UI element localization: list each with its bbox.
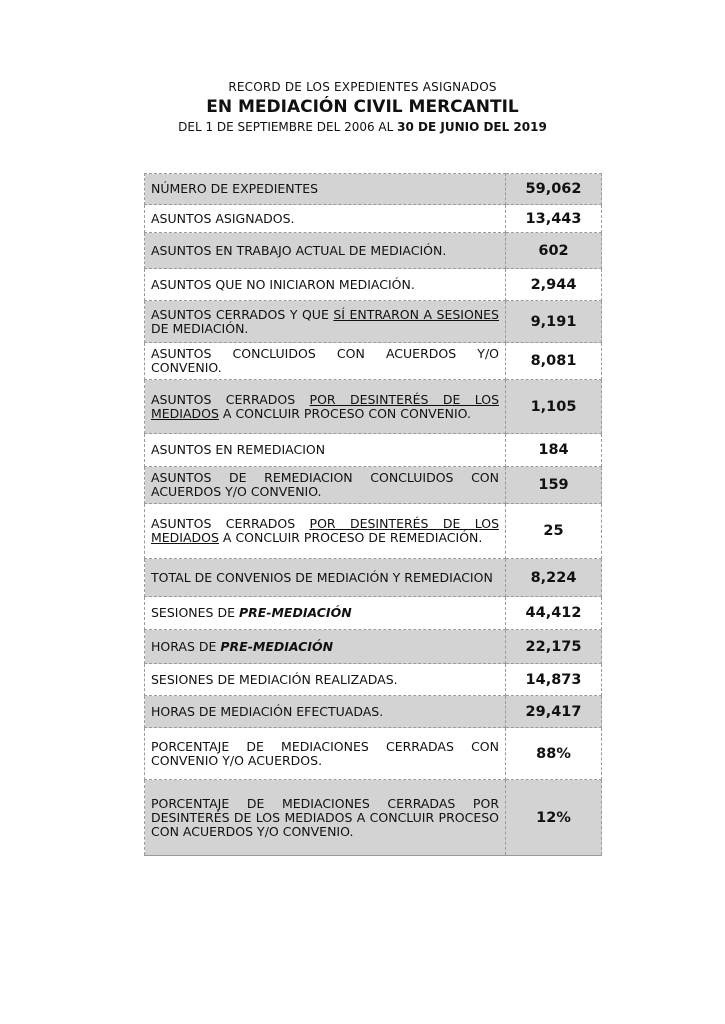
table-row [145, 233, 602, 269]
row-label: TOTAL DE CONVENIOS DE MEDIACIÓN Y REMEDIACION [145, 559, 506, 597]
row-value: 13,443 [506, 205, 602, 233]
table-row [145, 174, 602, 205]
table-row [145, 696, 602, 728]
row-label: HORAS DE MEDIACIÓN EFECTUADAS. [145, 696, 506, 728]
row-value: 8,224 [506, 559, 602, 597]
date-range [0, 120, 725, 134]
document-title: EN MEDIACIÓN CIVIL MERCANTIL [206, 97, 519, 117]
row-label: SESIONES DE MEDIACIÓN REALIZADAS. [145, 664, 506, 696]
table-row [145, 205, 602, 233]
row-label: ASUNTOS CONCLUIDOS CON ACUERDOS Y/O CONVENIO. [145, 343, 506, 380]
row-value: 9,191 [506, 301, 602, 343]
table-row [145, 434, 602, 467]
row-label: NÚMERO DE EXPEDIENTES [145, 174, 506, 205]
table-row [145, 630, 602, 664]
table-row [145, 504, 602, 559]
row-label: PORCENTAJE DE MEDIACIONES CERRADAS POR DESINTERÉS DE LOS MEDIADOS A CONCLUIR PROCESO CON ACUERDOS Y/O CONVENIO. [145, 780, 506, 856]
table-row [145, 664, 602, 696]
table-row [145, 559, 602, 597]
table-row [145, 780, 602, 856]
row-label: HORAS DE PRE-MEDIACIÓN [145, 630, 506, 664]
row-value: 8,081 [506, 343, 602, 380]
table-row [145, 467, 602, 504]
table-row [145, 301, 602, 343]
date-range-start: DEL 1 DE SEPTIEMBRE DEL 2006 AL [178, 120, 398, 134]
row-label: ASUNTOS EN TRABAJO ACTUAL DE MEDIACIÓN. [145, 233, 506, 269]
row-value: 1,105 [506, 380, 602, 434]
row-value: 602 [506, 233, 602, 269]
row-value: 22,175 [506, 630, 602, 664]
row-label: ASUNTOS CERRADOS POR DESINTERÉS DE LOS MEDIADOS A CONCLUIR PROCESO CON CONVENIO. [145, 380, 506, 434]
row-value: 88% [506, 728, 602, 780]
row-label: ASUNTOS ASIGNADOS. [145, 205, 506, 233]
row-value: 184 [506, 434, 602, 467]
row-label: ASUNTOS EN REMEDIACION [145, 434, 506, 467]
row-label: ASUNTOS QUE NO INICIARON MEDIACIÓN. [145, 269, 506, 301]
header-line-1: RECORD DE LOS EXPEDIENTES ASIGNADOS [228, 80, 497, 94]
row-value: 12% [506, 780, 602, 856]
table-row [145, 343, 602, 380]
row-label: PORCENTAJE DE MEDIACIONES CERRADAS CON CONVENIO Y/O ACUERDOS. [145, 728, 506, 780]
table-row [145, 728, 602, 780]
row-value: 44,412 [506, 597, 602, 630]
row-value: 2,944 [506, 269, 602, 301]
row-label: ASUNTOS CERRADOS POR DESINTERÉS DE LOS MEDIADOS A CONCLUIR PROCESO DE REMEDIACIÓN. [145, 504, 506, 559]
table-row [145, 597, 602, 630]
document-header [0, 80, 725, 134]
date-range-end: 30 DE JUNIO DEL 2019 [397, 120, 547, 134]
row-value: 14,873 [506, 664, 602, 696]
row-value: 25 [506, 504, 602, 559]
records-table [144, 173, 602, 856]
row-label: SESIONES DE PRE-MEDIACIÓN [145, 597, 506, 630]
row-value: 29,417 [506, 696, 602, 728]
row-label: ASUNTOS DE REMEDIACION CONCLUIDOS CON ACUERDOS Y/O CONVENIO. [145, 467, 506, 504]
row-value: 159 [506, 467, 602, 504]
row-value: 59,062 [506, 174, 602, 205]
table-row [145, 269, 602, 301]
row-label: ASUNTOS CERRADOS Y QUE SÍ ENTRARON A SESIONES DE MEDIACIÓN. [145, 301, 506, 343]
table-row [145, 380, 602, 434]
